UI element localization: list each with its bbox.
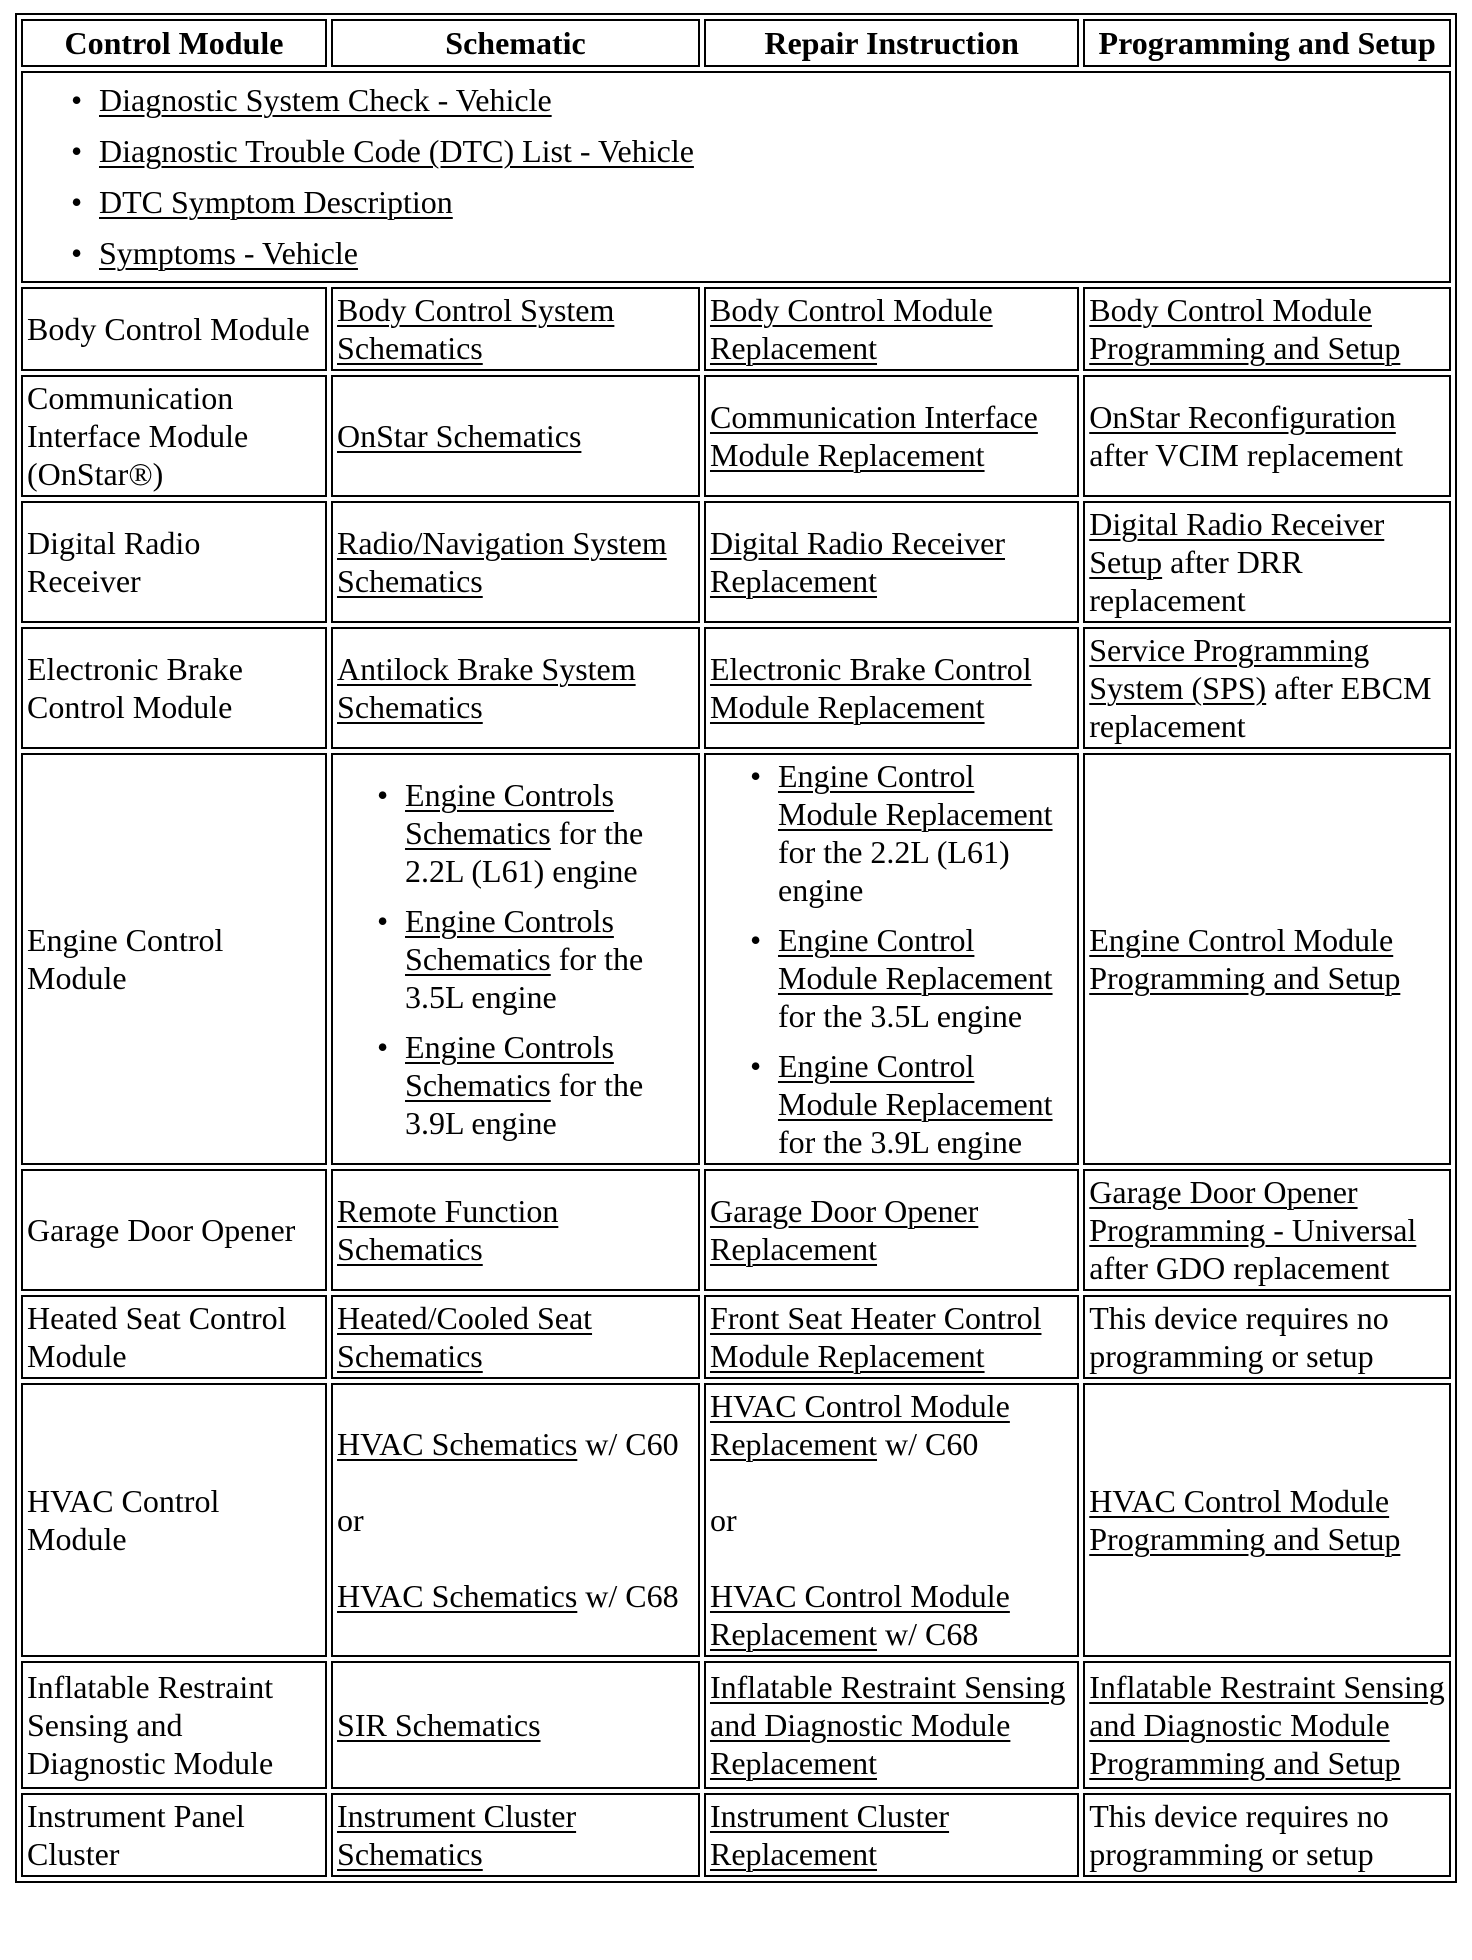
dtc-list-link[interactable]: Diagnostic Trouble Code (DTC) List - Vehicle [99,133,694,169]
schematic-cell [331,1793,700,1877]
intro-link-list [27,75,1445,279]
schematic-link[interactable]: Engine Controls Schematics [405,903,614,977]
programming-link[interactable]: OnStar Reconfiguration [1089,399,1396,435]
repair-link[interactable]: Body Control Module Replacement [709,292,993,366]
programming-note: after EBCM replacement [1089,670,1432,744]
table-row [21,1661,1451,1789]
list-item [778,921,1073,1035]
header-row [21,19,1451,67]
repair-cell [704,375,1079,497]
programming-cell [1083,375,1451,497]
dtc-symptom-description-link[interactable]: DTC Symptom Description [99,184,453,220]
or-text: or [337,1502,364,1538]
repair-link[interactable]: Inflatable Restraint Sensing and Diagnostic Module Replacement [709,1669,1066,1781]
repair-cell [704,1295,1079,1379]
repair-link[interactable]: Front Seat Heater Control Module Replacement [709,1300,1042,1374]
engine-note: for the 2.2L (L61) engine [777,834,1010,908]
repair-cell [704,1169,1079,1291]
table-row [21,627,1451,749]
table-row [21,287,1451,371]
list-item [778,1047,1073,1161]
repair-cell [704,501,1079,623]
list-item [99,177,1445,228]
schematic-link[interactable]: Engine Controls Schematics [405,1029,614,1103]
programming-link[interactable]: Service Programming System (SPS) [1089,632,1370,706]
schematic-link[interactable]: Body Control System Schematics [337,292,615,366]
programming-note: after GDO replacement [1089,1250,1390,1286]
repair-link[interactable]: Electronic Brake Control Module Replacement [709,651,1032,725]
table-row [21,753,1451,1165]
module-name: Body Control Module [21,287,327,371]
programming-cell: This device requires no programming or setup [1083,1295,1451,1379]
engine-note: for the 3.5L engine [405,941,644,1015]
module-name: Electronic Brake Control Module [21,627,327,749]
repair-cell [704,753,1079,1165]
module-reference-table [15,13,1457,1883]
repair-cell [704,1661,1079,1789]
list-item [405,902,694,1016]
spacer [337,1539,694,1577]
repair-cell [704,627,1079,749]
schematic-cell [331,1661,700,1789]
programming-link[interactable]: Garage Door Opener Programming - Universal [1089,1174,1417,1248]
option-code: w/ C68 [585,1578,679,1614]
diagnostic-system-check-link[interactable]: Diagnostic System Check - Vehicle [99,82,552,118]
table-row [21,1383,1451,1657]
schematic-link[interactable]: Remote Function Schematics [337,1193,559,1267]
module-name: Garage Door Opener [21,1169,327,1291]
engine-note: for the 3.9L engine [777,1124,1023,1160]
table-row [21,1169,1451,1291]
list-item [778,757,1073,909]
repair-list [710,757,1073,1161]
intro-row [21,71,1451,283]
schematic-list [337,776,694,1142]
list-item [99,228,1445,279]
programming-cell [1083,1169,1451,1291]
schematic-cell [331,501,700,623]
hvac-schematic-c60 [337,1425,694,1463]
programming-note: after VCIM replacement [1089,437,1404,473]
repair-link[interactable]: HVAC Control Module Replacement [709,1388,1010,1462]
repair-link[interactable]: Communication Interface Module Replacement [709,399,1038,473]
header-programming-setup: Programming and Setup [1083,19,1451,67]
list-item [405,1028,694,1142]
symptoms-vehicle-link[interactable]: Symptoms - Vehicle [99,235,358,271]
schematic-link[interactable]: Antilock Brake System Schematics [337,651,636,725]
option-code: w/ C60 [885,1426,979,1462]
programming-cell: This device requires no programming or setup [1083,1793,1451,1877]
repair-cell [704,1793,1079,1877]
repair-link[interactable]: HVAC Control Module Replacement [709,1578,1010,1652]
module-name: Heated Seat Control Module [21,1295,327,1379]
schematic-cell [331,375,700,497]
table-row [21,501,1451,623]
spacer [337,1463,694,1501]
engine-note: for the 3.5L engine [777,998,1023,1034]
programming-cell [1083,501,1451,623]
repair-link[interactable]: Engine Control Module Replacement [777,758,1053,832]
option-code: w/ C68 [885,1616,979,1652]
repair-cell [704,287,1079,371]
schematic-link[interactable]: SIR Schematics [337,1707,541,1743]
programming-note: after DRR replacement [1089,544,1303,618]
header-control-module: Control Module [21,19,327,67]
list-item [405,776,694,890]
repair-link[interactable]: Digital Radio Receiver Replacement [709,525,1005,599]
programming-cell [1083,753,1451,1165]
schematic-link[interactable]: OnStar Schematics [337,418,582,454]
repair-link[interactable]: Garage Door Opener Replacement [709,1193,979,1267]
module-name: Communication Interface Module (OnStar®) [21,375,327,497]
programming-link[interactable]: Digital Radio Receiver Setup [1089,506,1385,580]
programming-link[interactable]: Body Control Module Programming and Setup [1089,292,1401,366]
list-item [99,126,1445,177]
table-row [21,1793,1451,1877]
programming-cell [1083,1661,1451,1789]
programming-link[interactable]: Engine Control Module Programming and Setup [1089,922,1401,996]
intro-cell [21,71,1451,283]
engine-note: for the 3.9L engine [405,1067,644,1141]
repair-link[interactable]: Engine Control Module Replacement [777,1048,1053,1122]
hvac-repair-c68 [710,1577,1073,1653]
schematic-cell [331,287,700,371]
hvac-repair-c60 [710,1387,1073,1463]
header-schematic: Schematic [331,19,700,67]
or-text: or [709,1502,737,1538]
list-item [99,75,1445,126]
schematic-cell [331,1383,700,1657]
engine-note: for the 2.2L (L61) engine [405,815,644,889]
schematic-link[interactable]: Instrument Cluster Schematics [337,1798,577,1872]
table-row [21,375,1451,497]
module-name: Digital Radio Receiver [21,501,327,623]
module-name: Instrument Panel Cluster [21,1793,327,1877]
option-code: w/ C60 [585,1426,679,1462]
spacer [710,1539,1073,1577]
programming-link[interactable]: Inflatable Restraint Sensing and Diagnostic Module Programming and Setup [1089,1669,1445,1781]
hvac-schematic-c68 [337,1577,694,1615]
module-name: HVAC Control Module [21,1383,327,1657]
programming-link[interactable]: HVAC Control Module Programming and Setup [1089,1483,1401,1557]
programming-cell [1083,627,1451,749]
schematic-cell [331,627,700,749]
programming-cell [1083,287,1451,371]
schematic-cell [331,1169,700,1291]
schematic-link[interactable]: Radio/Navigation System Schematics [337,525,667,599]
header-repair-instruction: Repair Instruction [704,19,1079,67]
module-name: Engine Control Module [21,753,327,1165]
repair-link[interactable]: Engine Control Module Replacement [777,922,1053,996]
schematic-link[interactable]: Engine Controls Schematics [405,777,614,851]
schematic-link[interactable]: HVAC Schematics [337,1426,578,1462]
schematic-cell [331,1295,700,1379]
repair-cell [704,1383,1079,1657]
schematic-cell [331,753,700,1165]
schematic-link[interactable]: HVAC Schematics [337,1578,578,1614]
module-name: Inflatable Restraint Sensing and Diagnostic Module [21,1661,327,1789]
spacer [710,1463,1073,1501]
table-row [21,1295,1451,1379]
repair-link[interactable]: Instrument Cluster Replacement [709,1798,950,1872]
schematic-link[interactable]: Heated/Cooled Seat Schematics [337,1300,593,1374]
programming-cell [1083,1383,1451,1657]
